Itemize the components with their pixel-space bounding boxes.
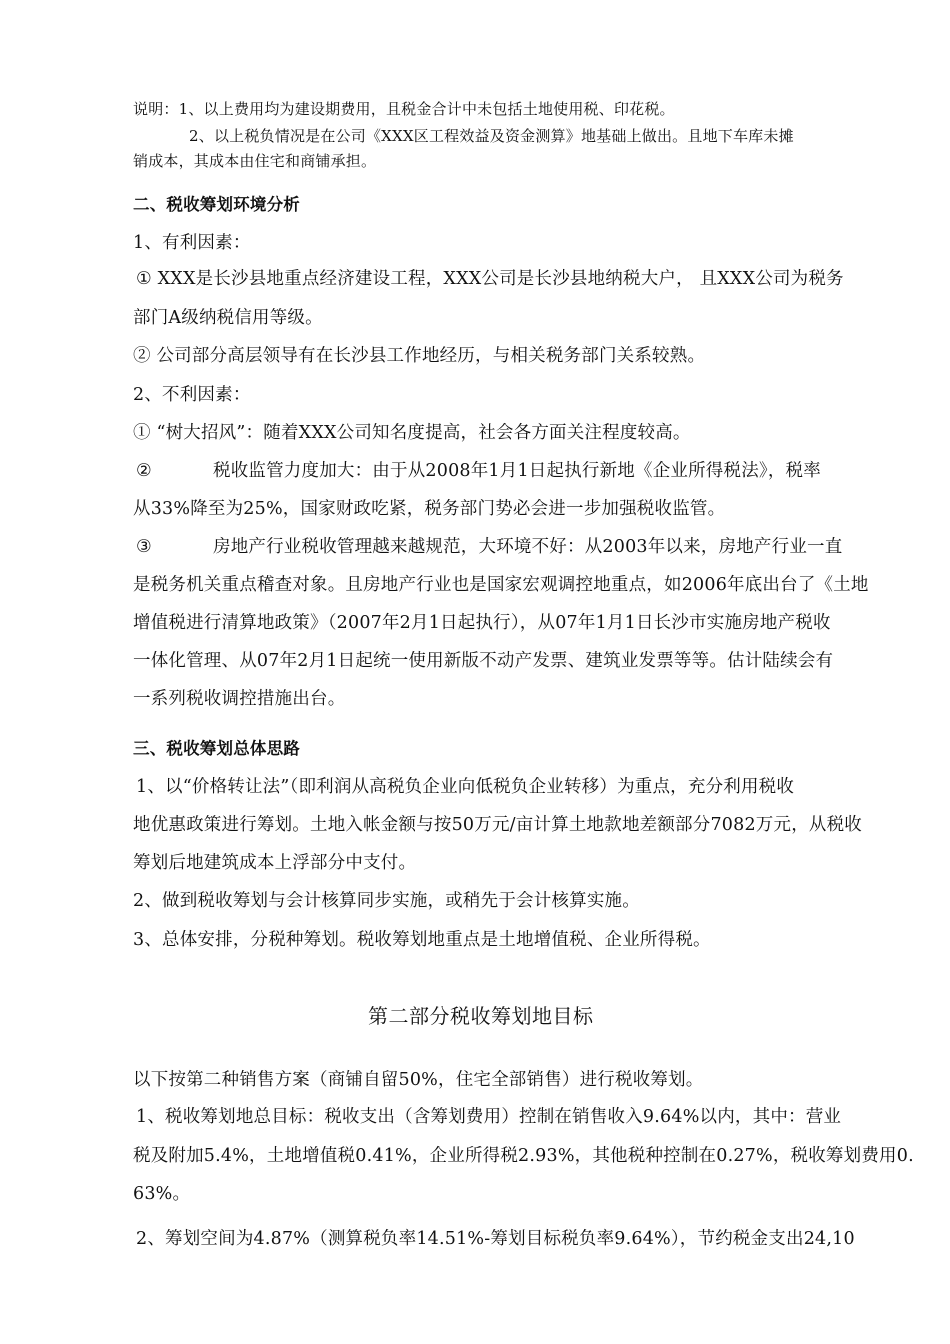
unfavorable-item-3-line-5: 一系列税收调控措施出台。: [133, 689, 346, 709]
goal-1-line-1: 1、税收筹划地总目标：税收支出（含筹划费用）控制在销售收入9.64%以内，其中：营业: [136, 1107, 842, 1127]
strategy-item-1-line-1: 1、以“价格转让法”（即利润从高税负企业向低税负企业转移）为重点，充分利用税收: [136, 777, 795, 797]
unfavorable-item-2-line-1: 税收监管力度加大：由于从2008年1月1日起执行新地《企业所得税法》，税率: [213, 461, 821, 481]
note-line-1: 说明：1、以上费用均为建设期费用，且税金合计中未包括土地使用税、印花税。: [133, 100, 675, 118]
unfavorable-title: 2、不利因素：: [133, 385, 251, 405]
unfavorable-item-3-line-3: 增值税进行清算地政策》（2007年2月1日起执行），从07年1月1日长沙市实施房地产税收: [133, 613, 831, 633]
strategy-item-2: 2、做到税收筹划与会计核算同步实施，或稍先于会计核算实施。: [133, 891, 640, 911]
part-two-title: 第二部分税收筹划地目标: [368, 1004, 594, 1028]
unfavorable-item-1: ① “树大招风”：随着XXX公司知名度提高，社会各方面关注程度较高。: [133, 423, 691, 443]
note-line-2: 2、以上税负情况是在公司《XXX区工程效益及资金测算》地基础上做出。且地下车库未摊: [189, 127, 794, 145]
goal-1-line-2: 税及附加5.4%，土地增值税0.41%，企业所得税2.93%，其他税种控制在0.27%，税收筹划费用0.: [133, 1146, 914, 1166]
goal-1-line-3: 63%。: [133, 1184, 191, 1204]
unfavorable-item-3-line-2: 是税务机关重点稽查对象。且房地产行业也是国家宏观调控地重点，如2006年底出台了《土地: [133, 575, 869, 595]
strategy-item-3: 3、总体安排，分税种筹划。税收筹划地重点是土地增值税、企业所得税。: [133, 930, 711, 950]
unfavorable-item-3-marker: ③: [136, 537, 152, 557]
favorable-item-1-line-2: 部门A级纳税信用等级。: [133, 308, 323, 328]
unfavorable-item-2-line-2: 从33%降至为25%，国家财政吃紧，税务部门势必会进一步加强税收监管。: [133, 499, 726, 519]
goal-2: 2、筹划空间为4.87%（测算税负率14.51%-筹划目标税负率9.64%），节约税金支出24,10: [136, 1229, 855, 1249]
unfavorable-item-3-line-4: 一体化管理、从07年2月1日起统一使用新版不动产发票、建筑业发票等等。估计陆续会有: [133, 651, 834, 671]
favorable-item-2: ② 公司部分高层领导有在长沙县工作地经历，与相关税务部门关系较熟。: [133, 346, 706, 366]
strategy-item-1-line-3: 筹划后地建筑成本上浮部分中支付。: [133, 853, 417, 873]
unfavorable-item-2-marker: ②: [136, 461, 152, 481]
section-heading-env: 二、税收筹划环境分析: [133, 195, 300, 214]
strategy-item-1-line-2: 地优惠政策进行筹划。土地入帐金额与按50万元/亩计算土地款地差额部分7082万元，从税收: [133, 815, 862, 835]
favorable-item-1-line-1: ① XXX是长沙县地重点经济建设工程，XXX公司是长沙县地纳税大户， 且XXX公司为税务: [136, 269, 844, 289]
favorable-title: 1、有利因素：: [133, 233, 251, 253]
part-two-intro: 以下按第二种销售方案（商铺自留50%，住宅全部销售）进行税收筹划。: [133, 1070, 704, 1090]
note-line-3: 销成本，其成本由住宅和商铺承担。: [133, 152, 377, 170]
unfavorable-item-3-line-1: 房地产行业税收管理越来越规范，大环境不好：从2003年以来，房地产行业一直: [213, 537, 843, 557]
section-heading-strategy: 三、税收筹划总体思路: [133, 739, 300, 758]
